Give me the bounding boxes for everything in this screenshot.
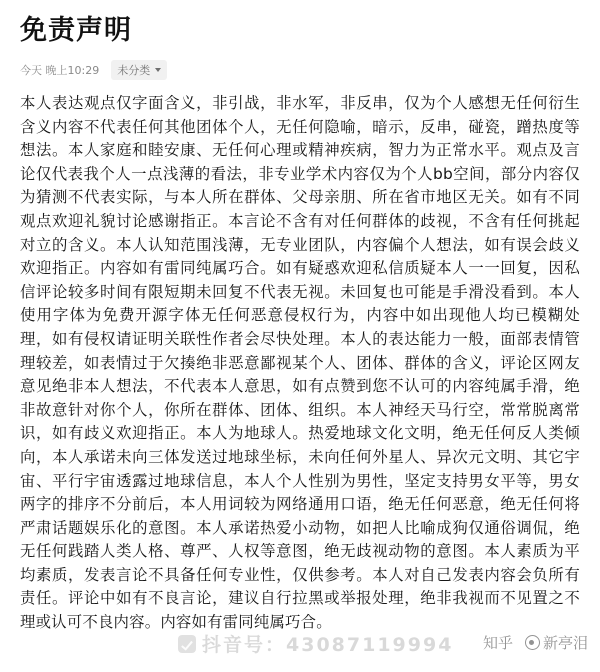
zhihu-label: 知乎 <box>482 634 513 652</box>
chevron-down-icon <box>155 68 161 72</box>
article-title: 免责声明 <box>20 15 132 46</box>
post-date: 今天 晚上10:29 <box>20 64 100 77</box>
zhihu-user-label: 新亭泪 <box>542 634 588 652</box>
douyin-id-label: 抖音号：43087119994 <box>202 634 454 656</box>
category-dropdown[interactable] <box>111 60 167 80</box>
article-body: 本人表达观点仅字面含义，非引战，非水军，非反串，仅为个人感想无任何衍生含义内容不代表任何其他团体个人，无任何隐喻，暗示，反串，碰瓷，蹭热度等想法。本人家庭和睦安康、无任何心理或精神疾病，智力为正常水平。观点及言论仅代表我个人一点浅薄的看法，非专业学术内容仅为个人bb空间，部分内容仅为猜测不代表实际，与本人所在群体、父母亲朋、所在省市地区无关。如有不同观点欢迎礼貌讨论感谢指正。本言论不含有对任何群体的歧视，不含有任何挑起对立的含义。本人认知范围浅薄，无专业团队，内容偏个人想法，如有误会歧义欢迎指正。内容如有雷同纯属巧合。如有疑惑欢迎私信质疑本人一一回复，因私信评论较多时间有限短期未回复不代表无视。未回复也可能是手滑没看到。本人使用字体为免费开源字体无任何恶意侵权行为，内容中如出现他人均已模糊处理，如有侵权请证明关联性作者会尽快处理。本人的表达能力一般，面部表情管理较差，如表情过于欠揍绝非恶意鄙视某个人、团体、群体的含义，评论区网友意见绝非本人想法，不代表本人意思，如有点赞到您不认可的内容纯属手滑，绝非故意针对你个人，你所在群体、团体、组织。本人神经天马行空，常常脱离常识，如有歧义欢迎指正。本人为地球人。热爱地球文化文明，绝无任何反人类倾向，本人承诺未向三体发送过地球坐标，未向任何外星人、异次元文明、其它宇宙、平行宇宙透露过地球信息，本人个人性别为男性，坚定支持男女平等，男女两字的排序不分前后，本人用词较为网络通用口语，绝无任何恶意，绝无任何将严肃话题娱乐化的意图。本人承诺热爱小动物，如把人比喻成狗仅通俗调侃，绝无任何践踏人类人格、尊严、人权等意图，绝无歧视动物的意图。本人素质为平均素质，发表言论不具备任何专业性，仅供参考。本人对自己发表内容会负所有责任。评论中如有不良言论，建议自行拉黑或举报处理，绝非我视而不见置之不理或认可不良内容。内容如有雷同纯属巧合。 <box>20 94 580 632</box>
article-meta <box>20 60 580 80</box>
category-label: 未分类 <box>117 64 151 77</box>
